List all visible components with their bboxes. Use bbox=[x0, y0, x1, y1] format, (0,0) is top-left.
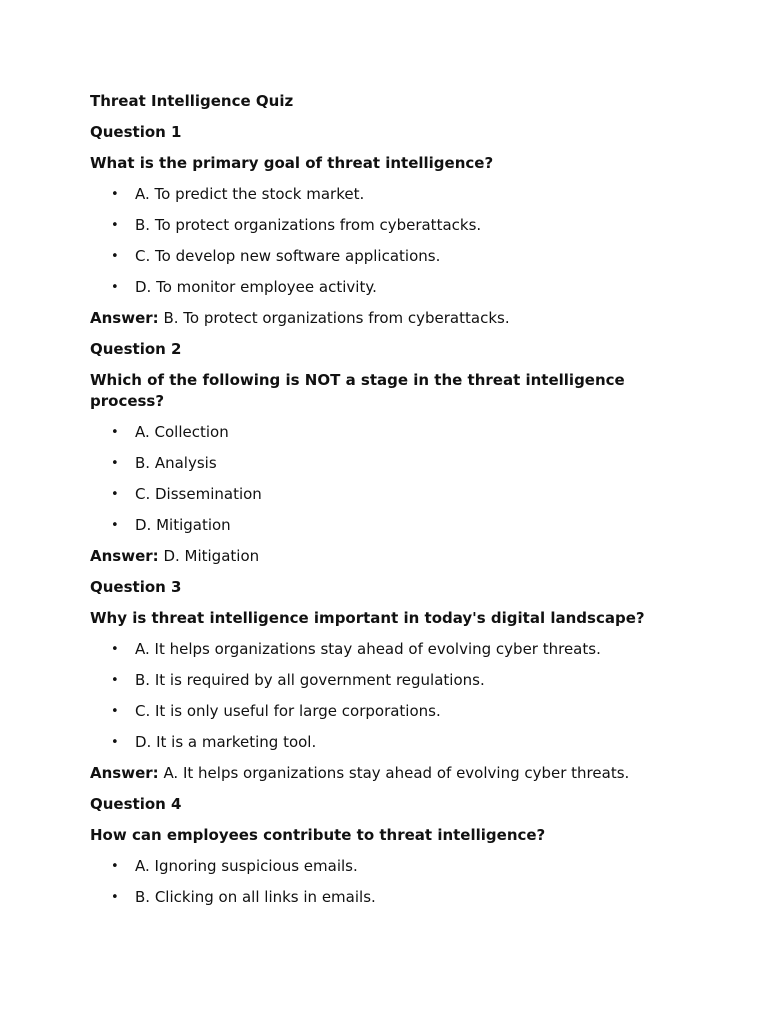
option-text: A. Ignoring suspicious emails. bbox=[135, 857, 358, 875]
option-text: B. To protect organizations from cyberattacks. bbox=[135, 216, 482, 234]
question-text: How can employees contribute to threat intelligence? bbox=[90, 826, 546, 844]
option-item bbox=[90, 856, 690, 877]
question-block-1 bbox=[90, 122, 690, 329]
bullet-icon: • bbox=[111, 187, 119, 202]
option-item bbox=[90, 887, 690, 908]
bullet-icon: • bbox=[111, 859, 119, 874]
option-text: D. It is a marketing tool. bbox=[135, 733, 317, 751]
option-text: C. It is only useful for large corporations. bbox=[135, 702, 441, 720]
answer-line bbox=[90, 546, 690, 567]
answer-text: B. To protect organizations from cyberattacks. bbox=[163, 309, 510, 327]
option-item bbox=[90, 277, 690, 298]
bullet-icon: • bbox=[111, 704, 119, 719]
option-item bbox=[90, 639, 690, 660]
option-text: D. To monitor employee activity. bbox=[135, 278, 377, 296]
option-text: B. Analysis bbox=[135, 454, 217, 472]
bullet-icon: • bbox=[111, 456, 119, 471]
bullet-icon: • bbox=[111, 280, 119, 295]
option-text: C. To develop new software applications. bbox=[135, 247, 441, 265]
option-item bbox=[90, 701, 690, 722]
answer-label: Answer: bbox=[90, 547, 159, 565]
option-item bbox=[90, 422, 690, 443]
bullet-icon: • bbox=[111, 518, 119, 533]
option-text: C. Dissemination bbox=[135, 485, 262, 503]
question-block-4 bbox=[90, 794, 690, 908]
answer-line bbox=[90, 763, 690, 784]
option-item bbox=[90, 215, 690, 236]
bullet-icon: • bbox=[111, 425, 119, 440]
question-block-3 bbox=[90, 577, 690, 784]
quiz-document bbox=[90, 91, 690, 918]
document-title: Threat Intelligence Quiz bbox=[90, 92, 294, 110]
option-list bbox=[90, 184, 690, 298]
option-list bbox=[90, 422, 690, 536]
option-text: B. Clicking on all links in emails. bbox=[135, 888, 376, 906]
question-heading: Question 2 bbox=[90, 340, 182, 358]
option-item bbox=[90, 732, 690, 753]
option-list bbox=[90, 856, 690, 908]
answer-text: D. Mitigation bbox=[163, 547, 260, 565]
option-item bbox=[90, 515, 690, 536]
bullet-icon: • bbox=[111, 487, 119, 502]
option-text: B. It is required by all government regulations. bbox=[135, 671, 485, 689]
option-item bbox=[90, 453, 690, 474]
option-item bbox=[90, 484, 690, 505]
option-item bbox=[90, 670, 690, 691]
option-list bbox=[90, 639, 690, 753]
option-text: D. Mitigation bbox=[135, 516, 231, 534]
bullet-icon: • bbox=[111, 642, 119, 657]
question-text: Why is threat intelligence important in today's digital landscape? bbox=[90, 609, 645, 627]
bullet-icon: • bbox=[111, 249, 119, 264]
answer-text: A. It helps organizations stay ahead of evolving cyber threats. bbox=[163, 764, 630, 782]
question-heading: Question 1 bbox=[90, 123, 182, 141]
question-heading: Question 4 bbox=[90, 795, 182, 813]
option-item bbox=[90, 184, 690, 205]
question-block-2 bbox=[90, 339, 690, 567]
bullet-icon: • bbox=[111, 673, 119, 688]
option-text: A. Collection bbox=[135, 423, 229, 441]
option-text: A. It helps organizations stay ahead of evolving cyber threats. bbox=[135, 640, 601, 658]
bullet-icon: • bbox=[111, 218, 119, 233]
option-item bbox=[90, 246, 690, 267]
option-text: A. To predict the stock market. bbox=[135, 185, 365, 203]
question-heading: Question 3 bbox=[90, 578, 182, 596]
answer-line bbox=[90, 308, 690, 329]
answer-label: Answer: bbox=[90, 309, 159, 327]
answer-label: Answer: bbox=[90, 764, 159, 782]
bullet-icon: • bbox=[111, 735, 119, 750]
question-text: What is the primary goal of threat intelligence? bbox=[90, 154, 494, 172]
question-text: Which of the following is NOT a stage in the threat intelligence process? bbox=[90, 371, 625, 410]
bullet-icon: • bbox=[111, 890, 119, 905]
